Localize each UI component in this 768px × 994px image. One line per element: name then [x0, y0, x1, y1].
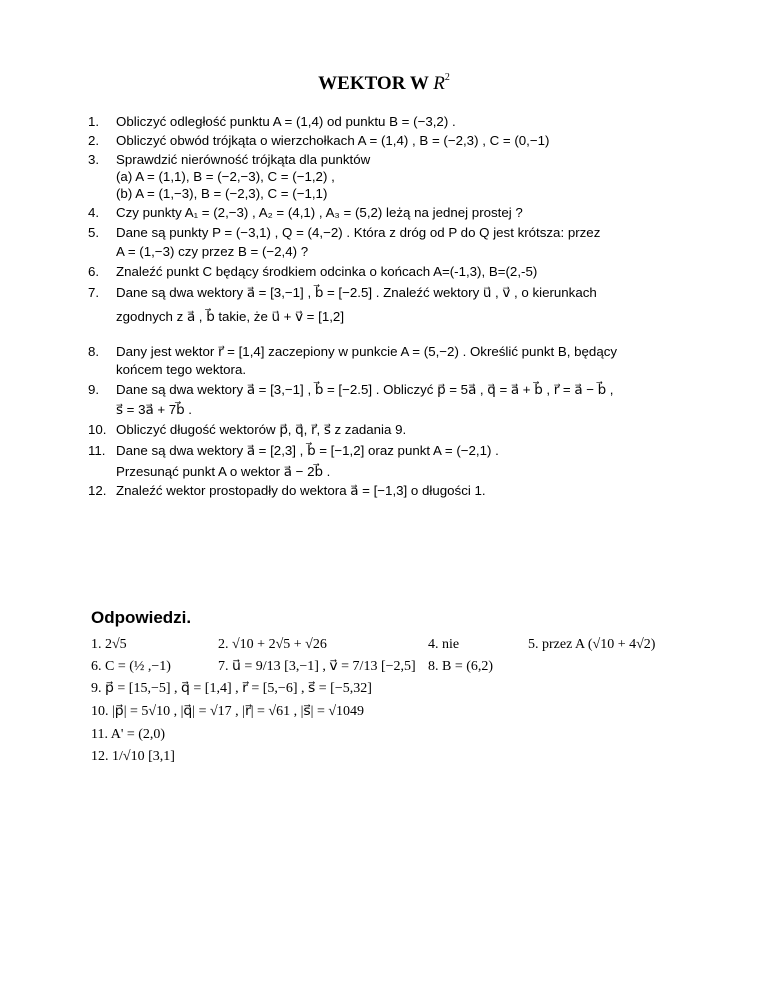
answers-heading: Odpowiedzi. — [91, 608, 192, 627]
task-number: 3. — [88, 152, 100, 167]
task-number: 9. — [88, 382, 100, 397]
answer-11: 11. A' = (2,0) — [91, 727, 166, 742]
answer-10: 10. |p⃗| = 5√10 , |q⃗| = √17 , |r⃗| = √61 , |s⃗| = √1049 — [91, 704, 365, 719]
task-9b: s⃗ = 3a⃗ + 7b⃗ . — [116, 402, 193, 417]
task-text: Dane są dwa wektory a⃗ = [3,−1] , b⃗ = [−2.5] . Obliczyć p⃗ = 5a⃗ , q⃗ = a⃗ + b⃗ , r⃗ = a⃗ − b⃗ , — [116, 382, 614, 397]
answer-9: 9. p⃗ = [15,−5] , q⃗ = [1,4] , r⃗ = [5,−6] , s⃗ = [−5,32] — [91, 681, 372, 696]
title-sup: 2 — [444, 72, 450, 83]
answer-8: 8. B = (6,2) — [428, 659, 494, 674]
task-text: Obliczyć długość wektorów p⃗, q⃗, r⃗, s⃗ z zadania 9. — [116, 422, 407, 437]
task-3a: (a) A = (1,1), B = (−2,−3), C = (−1,2) , — [116, 169, 335, 184]
task-text: Obliczyć obwód trójkąta o wierzchołkach A = (1,4) , B = (−2,3) , C = (0,−1) — [116, 133, 550, 148]
task-text: Dany jest wektor r⃗ = [1,4] zaczepiony w punkcie A = (5,−2) . Określić punkt B, będący — [116, 344, 618, 359]
page-title — [0, 72, 768, 95]
task-text: Dane są dwa wektory a⃗ = [3,−1] , b⃗ = [−2.5] . Znaleźć wektory u⃗ , v⃗ , o kierunkach — [116, 285, 597, 300]
title-space: R — [433, 73, 445, 94]
answer-7: 7. u⃗ = 9/13 [3,−1] , v⃗ = 7/13 [−2,5] — [218, 659, 416, 674]
task-number: 11. — [88, 443, 106, 458]
answer-12: 12. 1/√10 [3,1] — [91, 749, 175, 764]
answer-1: 1. 2√5 — [91, 637, 127, 652]
task-text: Dane są punkty P = (−3,1) , Q = (4,−2) . Która z dróg od P do Q jest krótsza: przez — [116, 225, 601, 240]
task-text: Dane są dwa wektory a⃗ = [2,3] , b⃗ = [−1,2] oraz punkt A = (−2,1) . — [116, 443, 499, 458]
answer-2: 2. √10 + 2√5 + √26 — [218, 637, 327, 652]
title-main: WEKTOR W — [318, 73, 429, 94]
task-number: 4. — [88, 205, 100, 220]
task-text: Znaleźć punkt C będący środkiem odcinka o końcach A=(-1,3), B=(2,-5) — [116, 264, 538, 279]
task-number: 7. — [88, 285, 100, 300]
task-number: 1. — [88, 114, 100, 129]
task-8b: końcem tego wektora. — [116, 362, 247, 377]
task-number: 5. — [88, 225, 100, 240]
task-number: 10. — [88, 422, 107, 437]
task-number: 6. — [88, 264, 100, 279]
task-number: 8. — [88, 344, 100, 359]
task-text: Czy punkty A₁ = (2,−3) , A₂ = (4,1) , A₃ = (5,2) leżą na jednej prostej ? — [116, 205, 523, 220]
task-text: Obliczyć odległość punktu A = (1,4) od punktu B = (−3,2) . — [116, 114, 456, 129]
task-3b: (b) A = (1,−3), B = (−2,3), C = (−1,1) — [116, 186, 328, 201]
task-text: Znaleźć wektor prostopadły do wektora a⃗ = [−1,3] o długości 1. — [116, 483, 486, 498]
task-5b: A = (1,−3) czy przez B = (−2,4) ? — [116, 244, 309, 259]
task-11b: Przesunąć punkt A o wektor a⃗ − 2b⃗ . — [116, 464, 331, 479]
task-text: Sprawdzić nierówność trójkąta dla punktów — [116, 152, 371, 167]
answer-4: 4. nie — [428, 637, 460, 652]
task-number: 2. — [88, 133, 100, 148]
answer-5: 5. przez A (√10 + 4√2) — [528, 637, 656, 652]
task-7b: zgodnych z a⃗ , b⃗ takie, że u⃗ + v⃗ = [1,2] — [116, 309, 345, 324]
answer-6: 6. C = (½ ,−1) — [91, 659, 171, 674]
task-number: 12. — [88, 483, 107, 498]
